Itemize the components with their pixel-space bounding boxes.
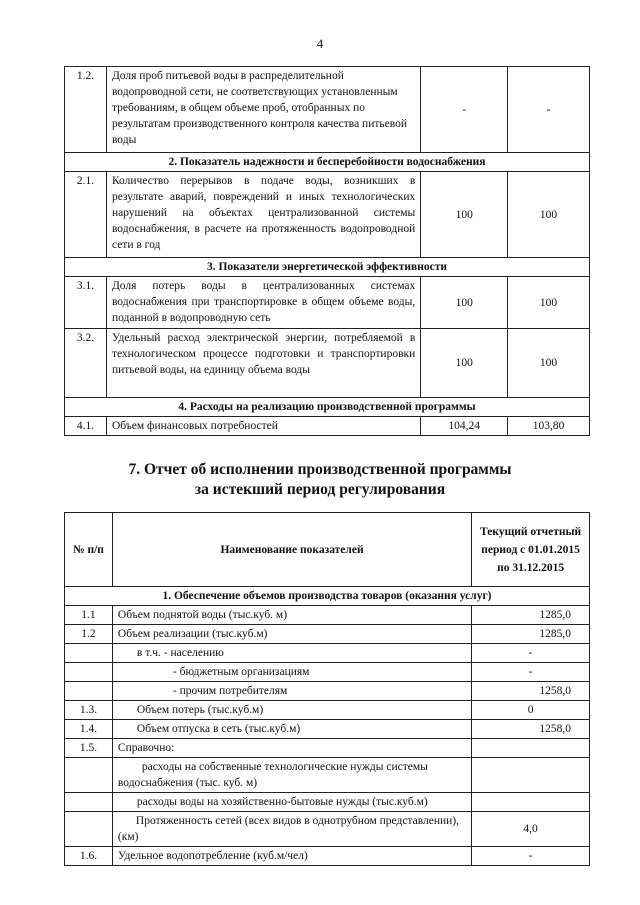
- row-name: Объем реализации (тыс.куб.м): [112, 625, 471, 644]
- row-value: [472, 758, 590, 793]
- table-row: [65, 417, 590, 436]
- section-heading: 3. Показатели энергетической эффективности: [65, 258, 590, 277]
- section-heading: 1. Обеспечение объемов производства товаров (оказания услуг): [65, 587, 590, 606]
- row-value: [472, 739, 590, 758]
- row-value: 0: [472, 701, 590, 720]
- header-num: № п/п: [65, 513, 113, 587]
- header-period: Текущий отчетный период с 01.01.2015 по 31.12.2015: [472, 513, 590, 587]
- section-row: [65, 258, 590, 277]
- row-number: [65, 663, 113, 682]
- indicator-value-1: 104,24: [421, 417, 508, 436]
- row-name: расходы воды на хозяйственно-бытовые нужды (тыс.куб.м): [112, 793, 471, 812]
- row-name: Протяженность сетей (всех видов в однотрубном представлении), (км): [112, 812, 471, 847]
- table-row: [65, 682, 590, 701]
- row-number: 1.4.: [65, 720, 113, 739]
- indicator-value-1: -: [421, 67, 508, 153]
- row-number: 2.1.: [65, 172, 107, 258]
- row-value: 1258,0: [472, 720, 590, 739]
- indicator-text: Количество перерывов в подаче воды, возникших в результате аварий, повреждений и иных технологических нарушений на объектах централизованной системы водоснабжения, в расчете на протяженность водопроводной сети в год: [106, 172, 420, 258]
- indicator-value-2: 100: [508, 277, 590, 329]
- table-row: [65, 701, 590, 720]
- table-row: [65, 847, 590, 866]
- row-value: 1285,0: [472, 606, 590, 625]
- header-name: Наименование показателей: [112, 513, 471, 587]
- table-row: [65, 758, 590, 793]
- row-number: 1.1: [65, 606, 113, 625]
- section-row: [65, 398, 590, 417]
- row-value: -: [472, 644, 590, 663]
- page-number: 4: [316, 36, 324, 51]
- row-number: 3.1.: [65, 277, 107, 329]
- row-number: 1.2.: [65, 67, 107, 153]
- row-number: 1.6.: [65, 847, 113, 866]
- header-row: [65, 513, 590, 587]
- indicator-text: Объем финансовых потребностей: [106, 417, 420, 436]
- row-number: [65, 644, 113, 663]
- row-name: - бюджетным организациям: [112, 663, 471, 682]
- row-name: расходы на собственные технологические нужды системы водоснабжения (тыс. куб. м): [112, 758, 471, 793]
- row-name: Объем поднятой воды (тыс.куб. м): [112, 606, 471, 625]
- row-value: -: [472, 847, 590, 866]
- row-number: 4.1.: [65, 417, 107, 436]
- indicator-text: Удельный расход электрической энергии, потребляемой в технологическом процессе подготовки и транспортировки питьевой воды, на единицу объема воды: [106, 329, 420, 398]
- row-number: 3.2.: [65, 329, 107, 398]
- indicator-value-2: -: [508, 67, 590, 153]
- row-name: Удельное водопотребление (куб.м/чел): [112, 847, 471, 866]
- table-row: [65, 644, 590, 663]
- table-row: [65, 606, 590, 625]
- row-number: 1.3.: [65, 701, 113, 720]
- indicator-text: Доля проб питьевой воды в распределительной водопроводной сети, не соответствующих установленным требованиям, в общем объеме проб, отобранных по результатам производственного контроля качества питьевой воды: [106, 67, 420, 153]
- indicator-text: Доля потерь воды в централизованных системах водоснабжения при транспортировке в общем объеме воды, поданной в водопроводную сеть: [106, 277, 420, 329]
- row-name: - прочим потребителям: [112, 682, 471, 701]
- row-number: 1.2: [65, 625, 113, 644]
- table-row: [65, 739, 590, 758]
- row-name: Справочно:: [112, 739, 471, 758]
- table-row: [65, 277, 590, 329]
- row-name: в т.ч. - населению: [112, 644, 471, 663]
- row-number: [65, 812, 113, 847]
- indicator-value-2: 100: [508, 329, 590, 398]
- row-value: 1258,0: [472, 682, 590, 701]
- row-value: 4,0: [472, 812, 590, 847]
- table-row: [65, 793, 590, 812]
- indicator-value-2: 103,80: [508, 417, 590, 436]
- title-line-2: за истекший период регулирования: [194, 481, 446, 498]
- table-row: [65, 329, 590, 398]
- row-number: [65, 793, 113, 812]
- row-value: [472, 793, 590, 812]
- table-row: [65, 625, 590, 644]
- row-number: 1.5.: [65, 739, 113, 758]
- table-row: [65, 663, 590, 682]
- row-number: [65, 758, 113, 793]
- row-value: 1285,0: [472, 625, 590, 644]
- row-value: -: [472, 663, 590, 682]
- title-line-1: 7. Отчет об исполнении производственной программы: [128, 461, 512, 478]
- section-7-title: [0, 460, 640, 500]
- section-heading: 2. Показатель надежности и бесперебойности водоснабжения: [65, 153, 590, 172]
- row-number: [65, 682, 113, 701]
- indicator-value-1: 100: [421, 329, 508, 398]
- row-name: Объем потерь (тыс.куб.м): [112, 701, 471, 720]
- indicator-value-1: 100: [421, 277, 508, 329]
- indicator-value-1: 100: [421, 172, 508, 258]
- indicator-value-2: 100: [508, 172, 590, 258]
- table-row: [65, 812, 590, 847]
- table-row: [65, 67, 590, 153]
- section-row: [65, 153, 590, 172]
- indicators-table: [64, 66, 590, 436]
- report-table: [64, 512, 590, 866]
- section-heading: 4. Расходы на реализацию производственной программы: [65, 398, 590, 417]
- table-row: [65, 720, 590, 739]
- row-name: Объем отпуска в сеть (тыс.куб.м): [112, 720, 471, 739]
- section-row: [65, 587, 590, 606]
- table-row: [65, 172, 590, 258]
